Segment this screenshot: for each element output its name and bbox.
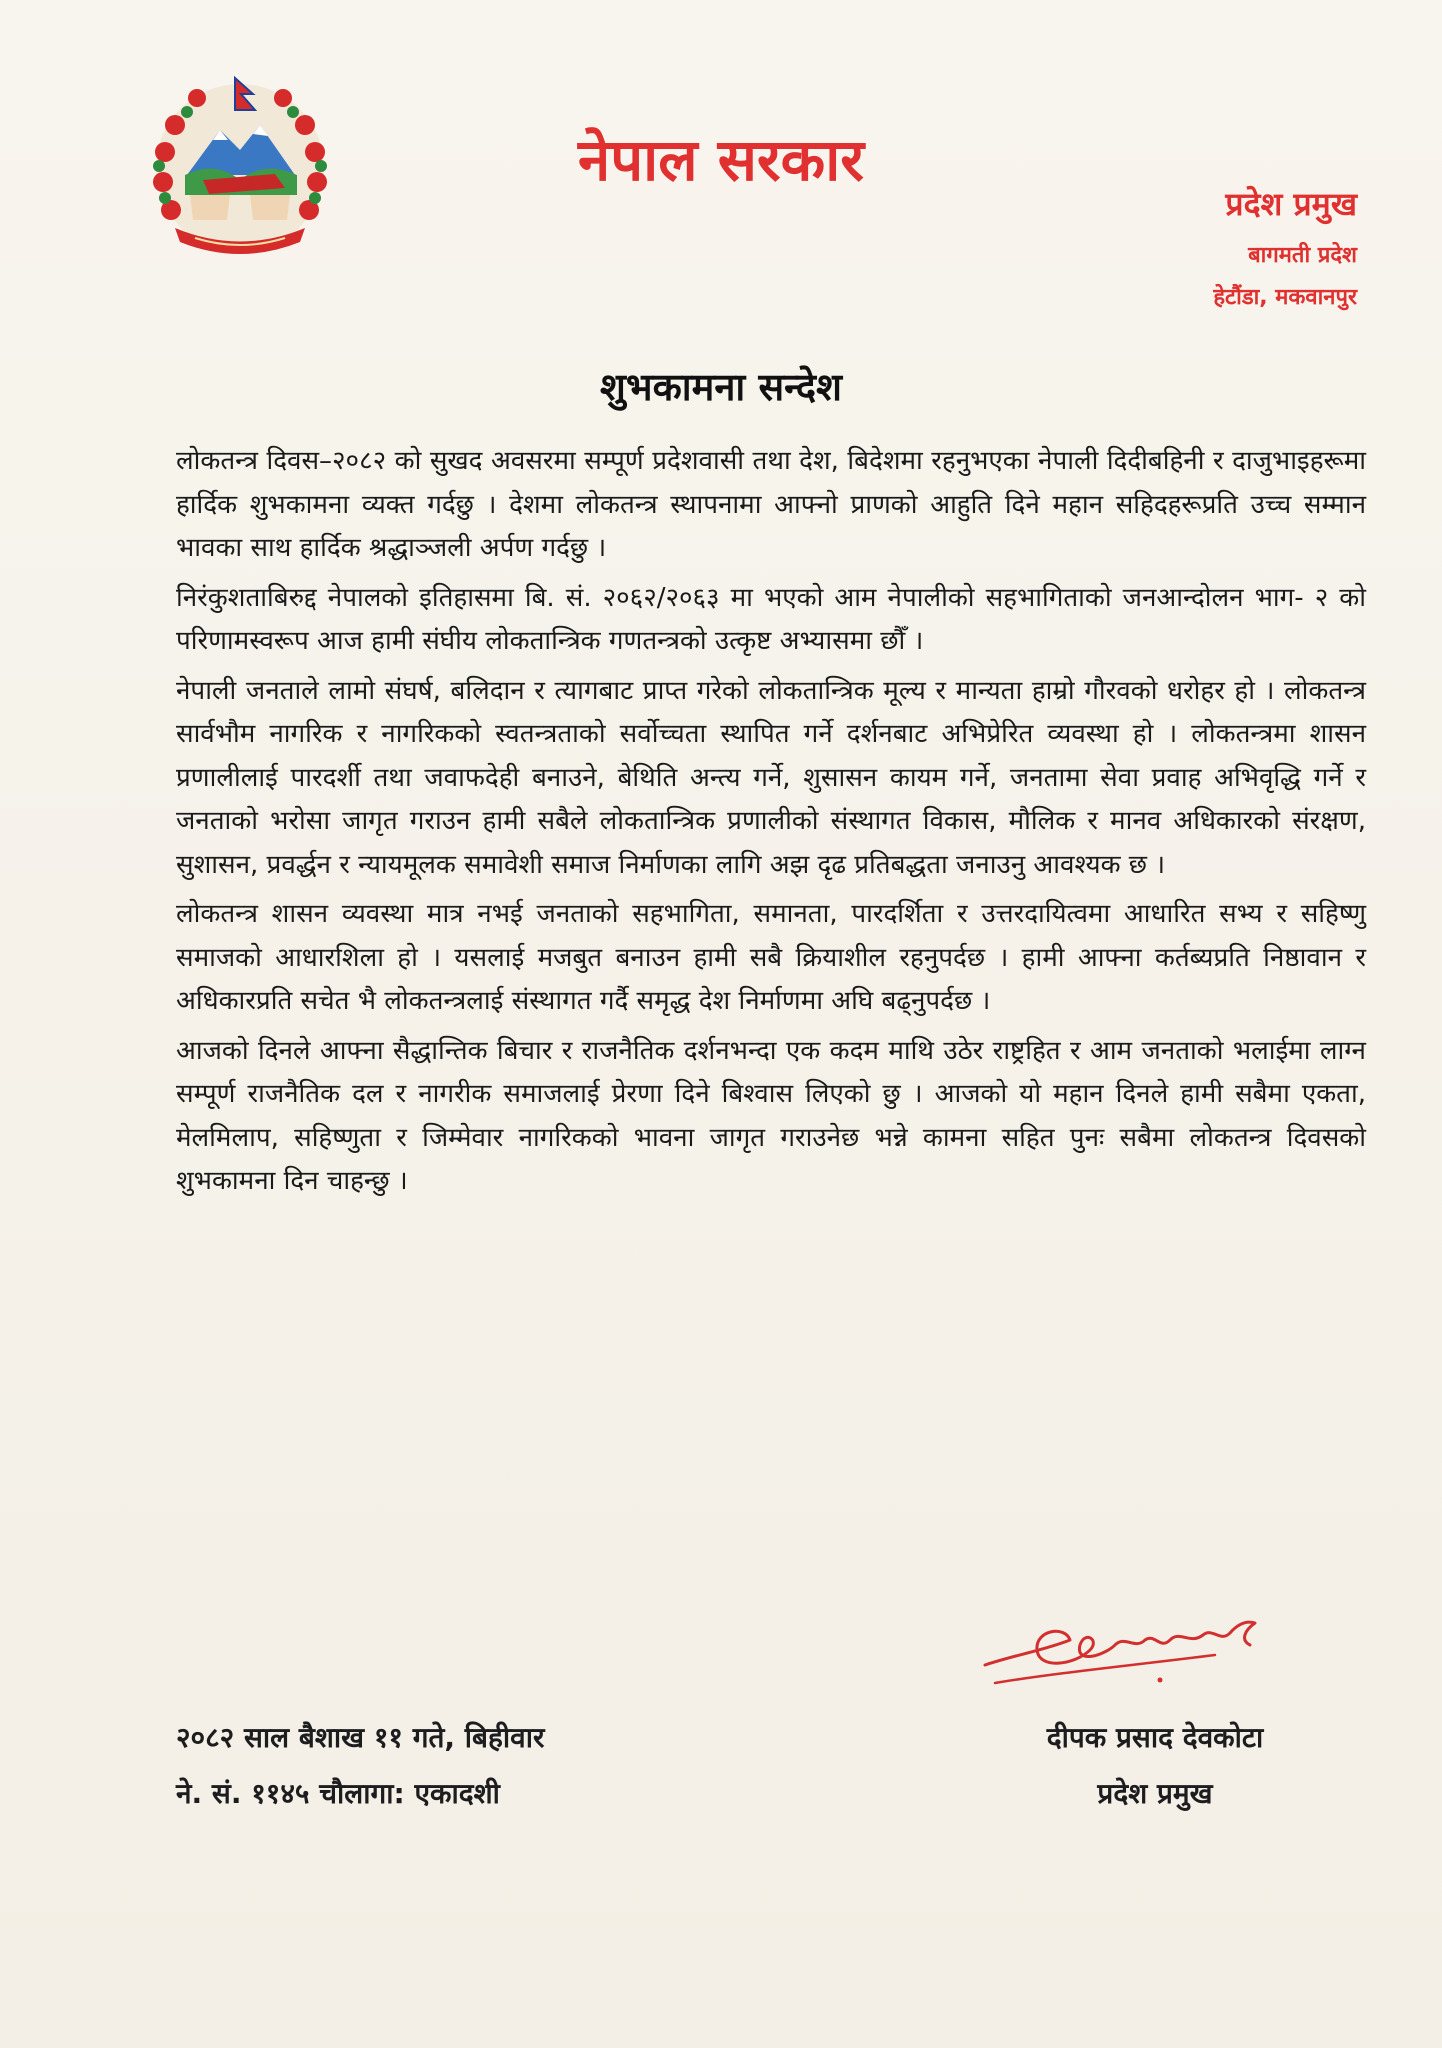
signer-title: प्रदेश प्रमुख bbox=[1097, 1777, 1213, 1810]
government-title: नेपाल सरकार bbox=[578, 126, 864, 194]
message-paragraph: लोकतन्त्र शासन व्यवस्था मात्र नभई जनताको सहभागिता, समानता, पारदर्शिता र उत्तरदायित्वमा आधारित सभ्य र सहिष्णु समाजको आधारशिला हो । यसलाई मजबुत बनाउन हामी सबै क्रियाशील रहनुपर्दछ । हामी आफ्ना कर्तब्यप्रति निष्ठावान र अधिकारप्रति सचेत भै लोकतन्त्रलाई संस्थागत गर्दै समृद्ध देश निर्माणमा अघि बढ्नुपर्दछ । bbox=[176, 899, 1366, 1016]
message-body bbox=[176, 440, 1366, 1210]
message-paragraph: नेपाली जनताले लामो संघर्ष, बलिदान र त्यागबाट प्राप्त गरेको लोकतान्त्रिक मूल्य र मान्यता हाम्रो गौरवको धरोहर हो । लोकतन्त्र सार्वभौम नागरिक र नागरिकको स्वतन्त्रताको सर्वोच्चता स्थापित गर्ने दर्शनबाट अभिप्रेरित व्यवस्था हो । लोकतन्त्रमा शासन प्रणालीलाई पारदर्शी तथा जवाफदेही बनाउने, बेथिति अन्त्य गर्ने, शुसासन कायम गर्ने, जनतामा सेवा प्रवाह अभिवृद्धि गर्ने र जनताको भरोसा जागृत गराउन हामी सबैले लोकतान्त्रिक प्रणालीको संस्थागत विकास, मौलिक र मानव अधिकारको संरक्षण, सुशासन, प्रवर्द्धन र न्यायमूलक समावेशी समाज निर्माणका लागि अझ दृढ प्रतिबद्धता जनाउनु आवश्यक छ । bbox=[176, 675, 1366, 880]
office-title: प्रदेश प्रमुख bbox=[1225, 185, 1357, 223]
date-block bbox=[176, 1710, 544, 1822]
signer-block bbox=[985, 1710, 1325, 1822]
message-paragraph: निरंकुशताबिरुद्द नेपालको इतिहासमा बि. सं. २०६२/२०६३ मा भएको आम नेपालीको सहभागिताको जनआन्दोलन भाग- २ को परिणामस्वरूप आज हामी संघीय लोकतान्त्रिक गणतन्त्रको उत्कृष्ट अभ्यासमा छौँ । bbox=[176, 582, 1366, 656]
signer-name: दीपक प्रसाद देवकोटा bbox=[1046, 1721, 1264, 1754]
message-paragraph: आजको दिनले आफ्ना सैद्धान्तिक बिचार र राजनैतिक दर्शनभन्दा एक कदम माथि उठेर राष्ट्रहित र आम जनताको भलाईमा लाग्न सम्पूर्ण राजनैतिक दल र नागरीक समाजलाई प्रेरणा दिने बिश्वास लिएको छु । आजको यो महान दिनले हामी सबैमा एकता, मेलमिलाप, सहिष्णुता र जिम्मेवार नागरिकको भावना जागृत गराउनेछ भन्ने कामना सहित पुनः सबैमा लोकतन्त्र दिवसको शुभकामना दिन चाहन्छु । bbox=[176, 1035, 1366, 1196]
handwritten-signature-icon bbox=[975, 1595, 1295, 1700]
date-line-ns: ने. सं. ११४५ चौलागा: एकादशी bbox=[176, 1777, 500, 1810]
message-paragraph: लोकतन्त्र दिवस–२०८२ को सुखद अवसरमा सम्पूर्ण प्रदेशवासी तथा देश, बिदेशमा रहनुभएका नेपाली दिदीबहिनी र दाजुभाइहरूमा हार्दिक शुभकामना व्यक्त गर्दछु । देशमा लोकतन्त्र स्थापनामा आफ्नो प्राणको आहुति दिने महान सहिदहरूप्रति उच्च सम्मान भावका साथ हार्दिक श्रद्धाञ्जली अर्पण गर्दछु । bbox=[176, 446, 1366, 563]
office-location: हेटौंडा, मकवानपुर bbox=[1213, 285, 1357, 310]
province-name: बागमती प्रदेश bbox=[1248, 243, 1357, 268]
message-title: शुभकामना सन्देश bbox=[600, 365, 842, 409]
office-block bbox=[1213, 182, 1357, 311]
date-line-bs: २०८२ साल बैशाख ११ गते, बिहीवार bbox=[176, 1721, 545, 1754]
